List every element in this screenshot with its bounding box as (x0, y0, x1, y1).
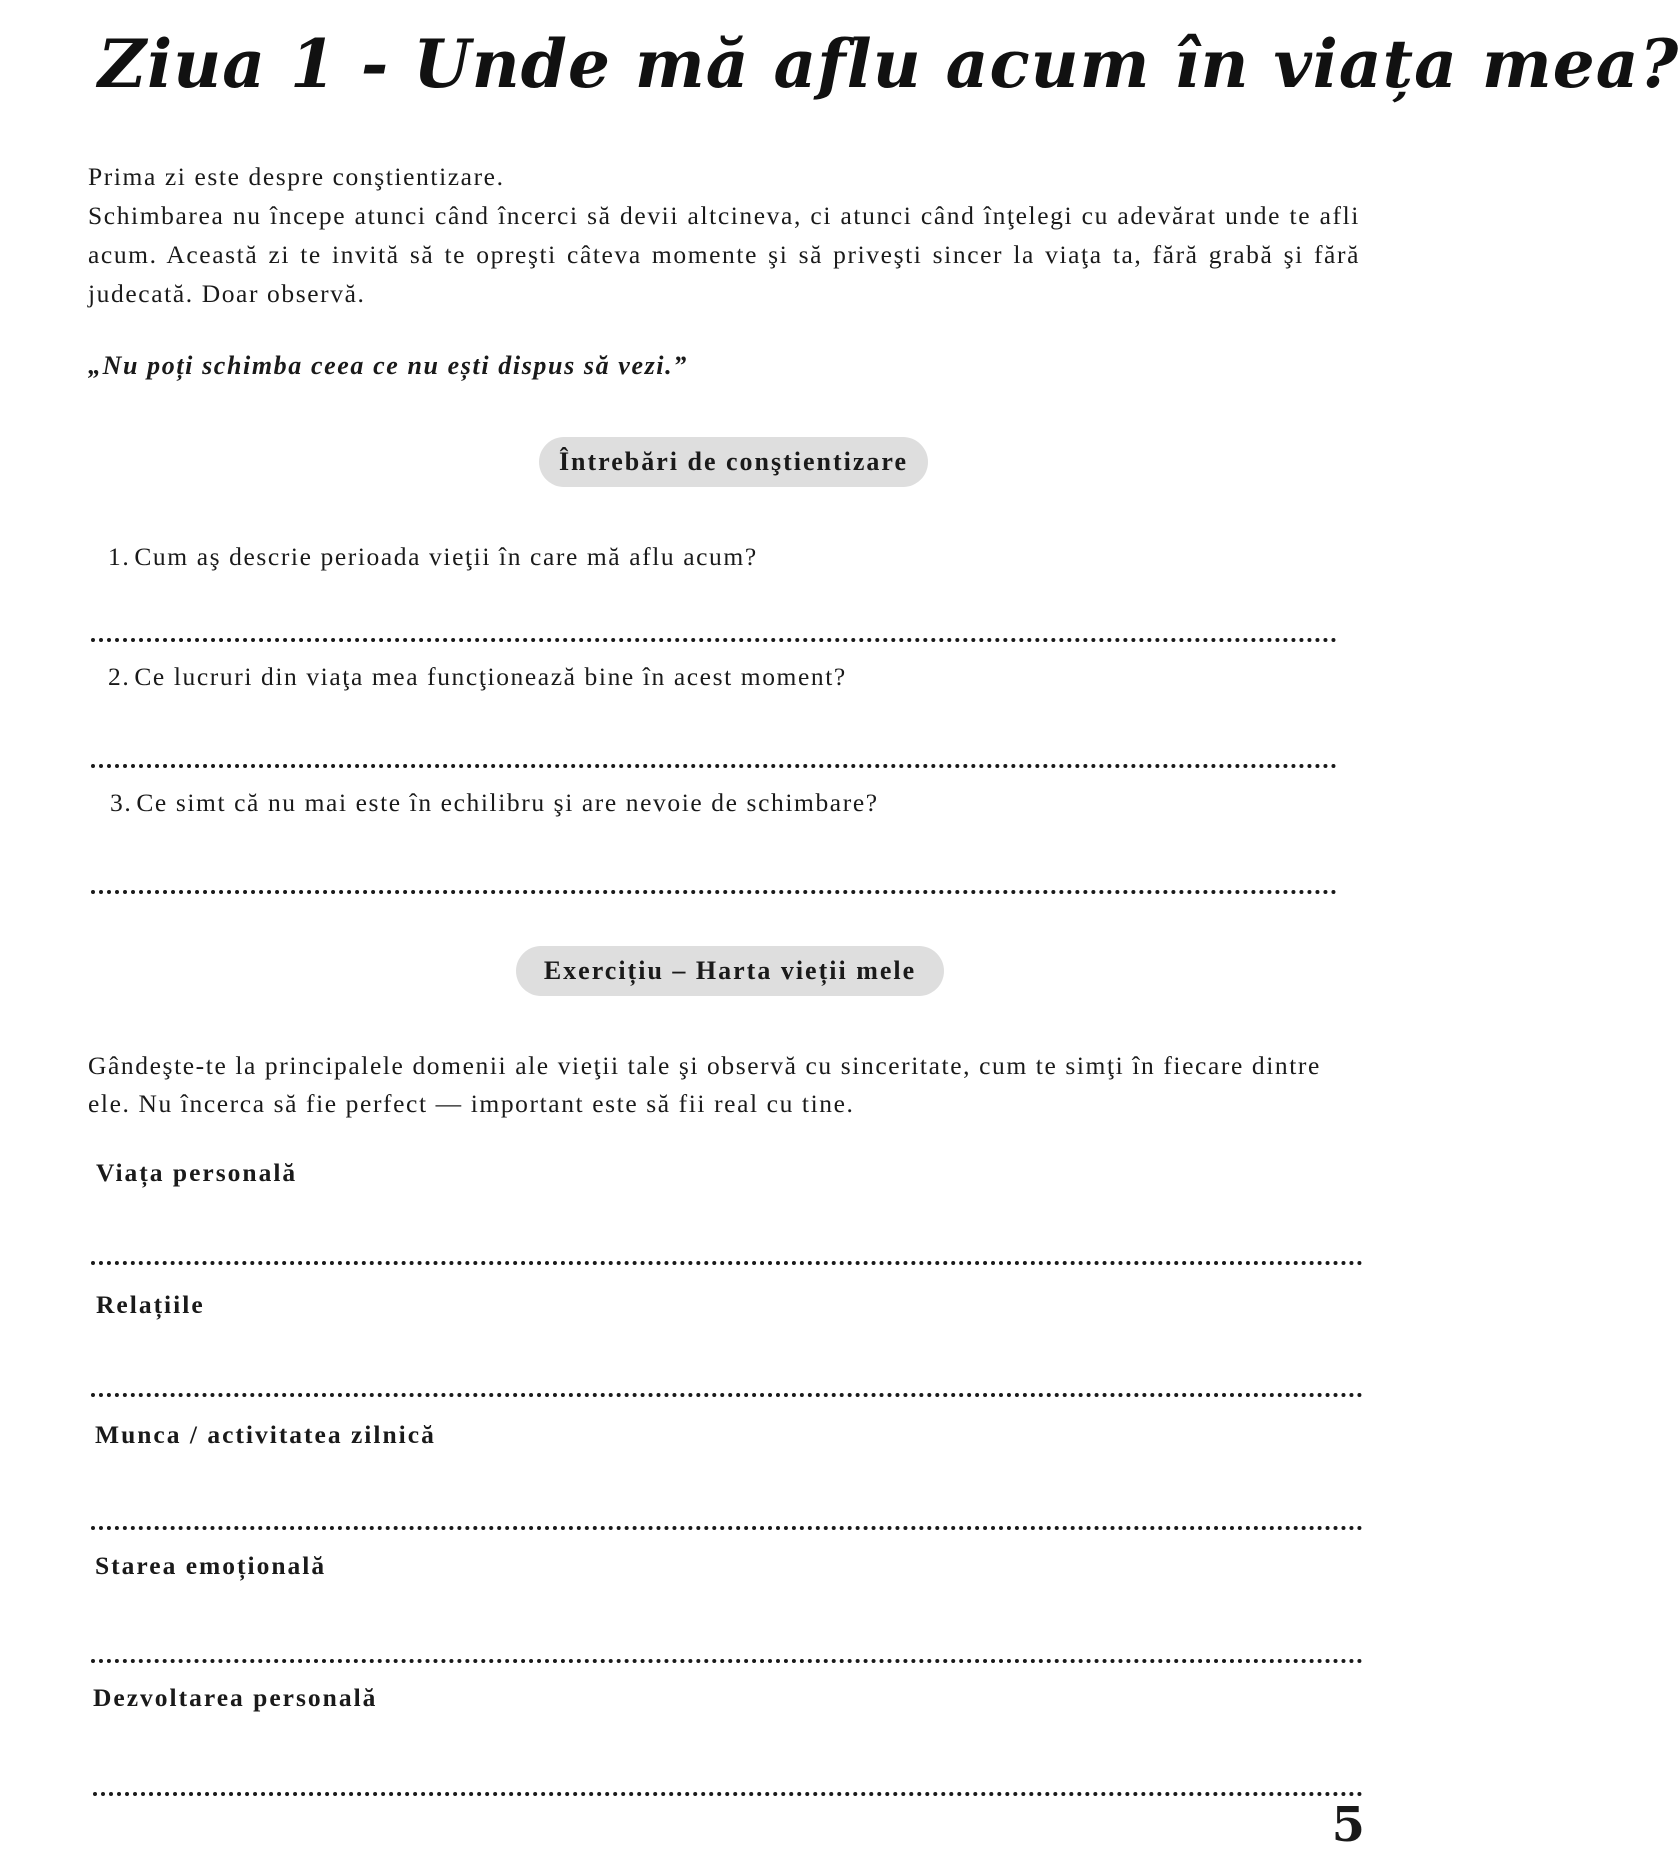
answer-line-1[interactable] (91, 638, 1337, 642)
area-answer-line-personal-development[interactable] (93, 1792, 1363, 1796)
exercise-intro-text: Gândeşte-te la principalele domenii ale vieţii tale şi observă cu sinceritate, cum te simţi în fiecare dintre ele. Nu încerca să fie perfect — important este să fii real cu tine. (88, 1051, 1321, 1118)
area-label-personal-life: Viața personală (96, 1158, 298, 1187)
answer-line-2[interactable] (91, 764, 1337, 768)
question-2 (108, 662, 847, 692)
area-label-personal-development: Dezvoltarea personală (93, 1683, 378, 1712)
area-answer-line-relationships[interactable] (91, 1393, 1363, 1397)
question-1 (108, 542, 758, 572)
intro-text (88, 157, 1360, 313)
answer-line-3[interactable] (91, 890, 1337, 894)
area-answer-line-emotional-state[interactable] (91, 1659, 1363, 1663)
area-label-emotional-state: Starea emoțională (95, 1551, 327, 1580)
area-answer-line-personal-life[interactable] (91, 1261, 1363, 1265)
page-title: Ziua 1 - Unde mă aflu acum în viața mea? (98, 25, 1679, 103)
intro-first-line: Prima zi este despre conştientizare. (88, 162, 505, 191)
area-label-work: Munca / activitatea zilnică (95, 1420, 436, 1449)
quote: „Nu poți schimba ceea ce nu ești dispus să vezi.” (88, 351, 688, 380)
page-number: 5 (1331, 1797, 1365, 1853)
question-text: Ce simt că nu mai este în echilibru şi are nevoie de schimbare? (136, 788, 879, 817)
question-text: Cum aş descrie perioada vieţii în care mă aflu acum? (134, 542, 758, 571)
question-number: 3. (110, 788, 133, 817)
question-3 (110, 788, 879, 818)
exercise-intro (88, 1047, 1368, 1123)
question-number: 2. (108, 662, 131, 691)
area-answer-line-work[interactable] (91, 1526, 1363, 1530)
question-text: Ce lucruri din viaţa mea funcţionează bine în acest moment? (134, 662, 847, 691)
intro-paragraph: Schimbarea nu începe atunci când încerci să devii altcineva, ci atunci când înţelegi cu adevărat unde te afli acum. Această zi te invită să te opreşti câteva momente şi să priveşti sincer la viaţa ta, fără grabă şi fără judecată. Doar observă. (88, 201, 1360, 308)
section-heading-awareness-questions: Întrebări de conştientizare (539, 437, 928, 487)
question-number: 1. (108, 542, 131, 571)
section-heading-life-map: Exercițiu – Harta vieții mele (516, 946, 944, 996)
area-label-relationships: Relațiile (96, 1290, 205, 1319)
